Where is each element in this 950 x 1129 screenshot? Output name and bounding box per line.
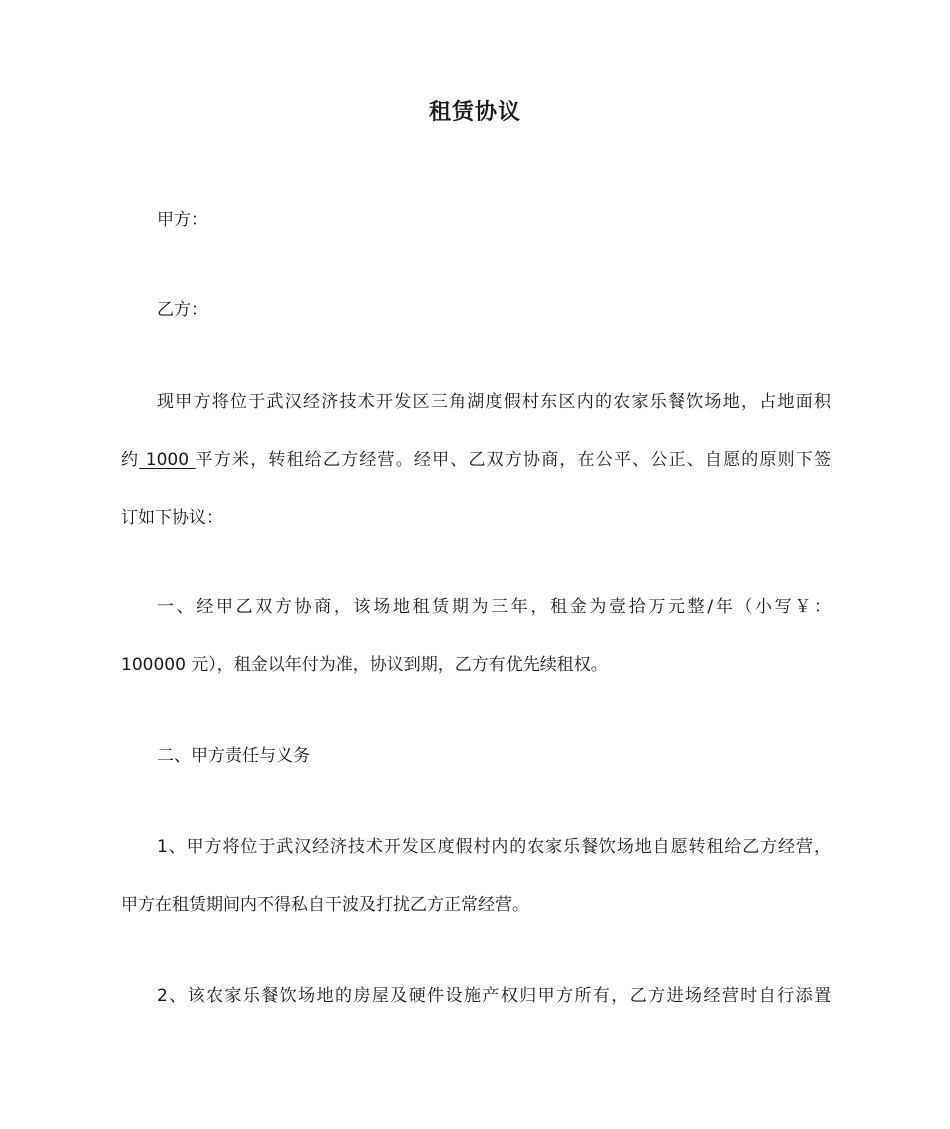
intro-line-2: [121, 447, 831, 473]
intro-line-1: 现甲方将位于武汉经济技术开发区三角湖度假村东区内的农家乐餐饮场地，占地面积: [157, 392, 831, 412]
intro-line-3: 订如下协议：: [121, 508, 223, 528]
area-value: 1000: [139, 450, 196, 470]
intro-prefix: 约: [121, 450, 140, 470]
party-a-label: 甲方：: [157, 210, 208, 230]
clause-1-line-2: 100000 元），租金以年付为准，协议到期，乙方有优先续租权。: [121, 655, 608, 675]
clause-1-line-1: 一、经甲乙双方协商，该场地租赁期为三年，租金为壹拾万元整/年（小写￥：: [157, 597, 831, 617]
document-title: 租赁协议: [428, 100, 521, 125]
item-2-line-1: 2、该农家乐餐饮场地的房屋及硬件设施产权归甲方所有，乙方进场经营时自行添置: [157, 986, 831, 1006]
item-1-line-1: 1、甲方将位于武汉经济技术开发区度假村内的农家乐餐饮场地自愿转租给乙方经营，: [157, 837, 831, 857]
party-b-label: 乙方：: [157, 300, 208, 320]
item-1-line-2: 甲方在租赁期间内不得私自干波及打扰乙方正常经营。: [121, 895, 529, 915]
section-2-heading: 二、甲方责任与义务: [157, 746, 310, 766]
intro-suffix: 平方米，转租给乙方经营。经甲、乙双方协商，在公平、公正、自愿的原则下签: [195, 450, 831, 470]
